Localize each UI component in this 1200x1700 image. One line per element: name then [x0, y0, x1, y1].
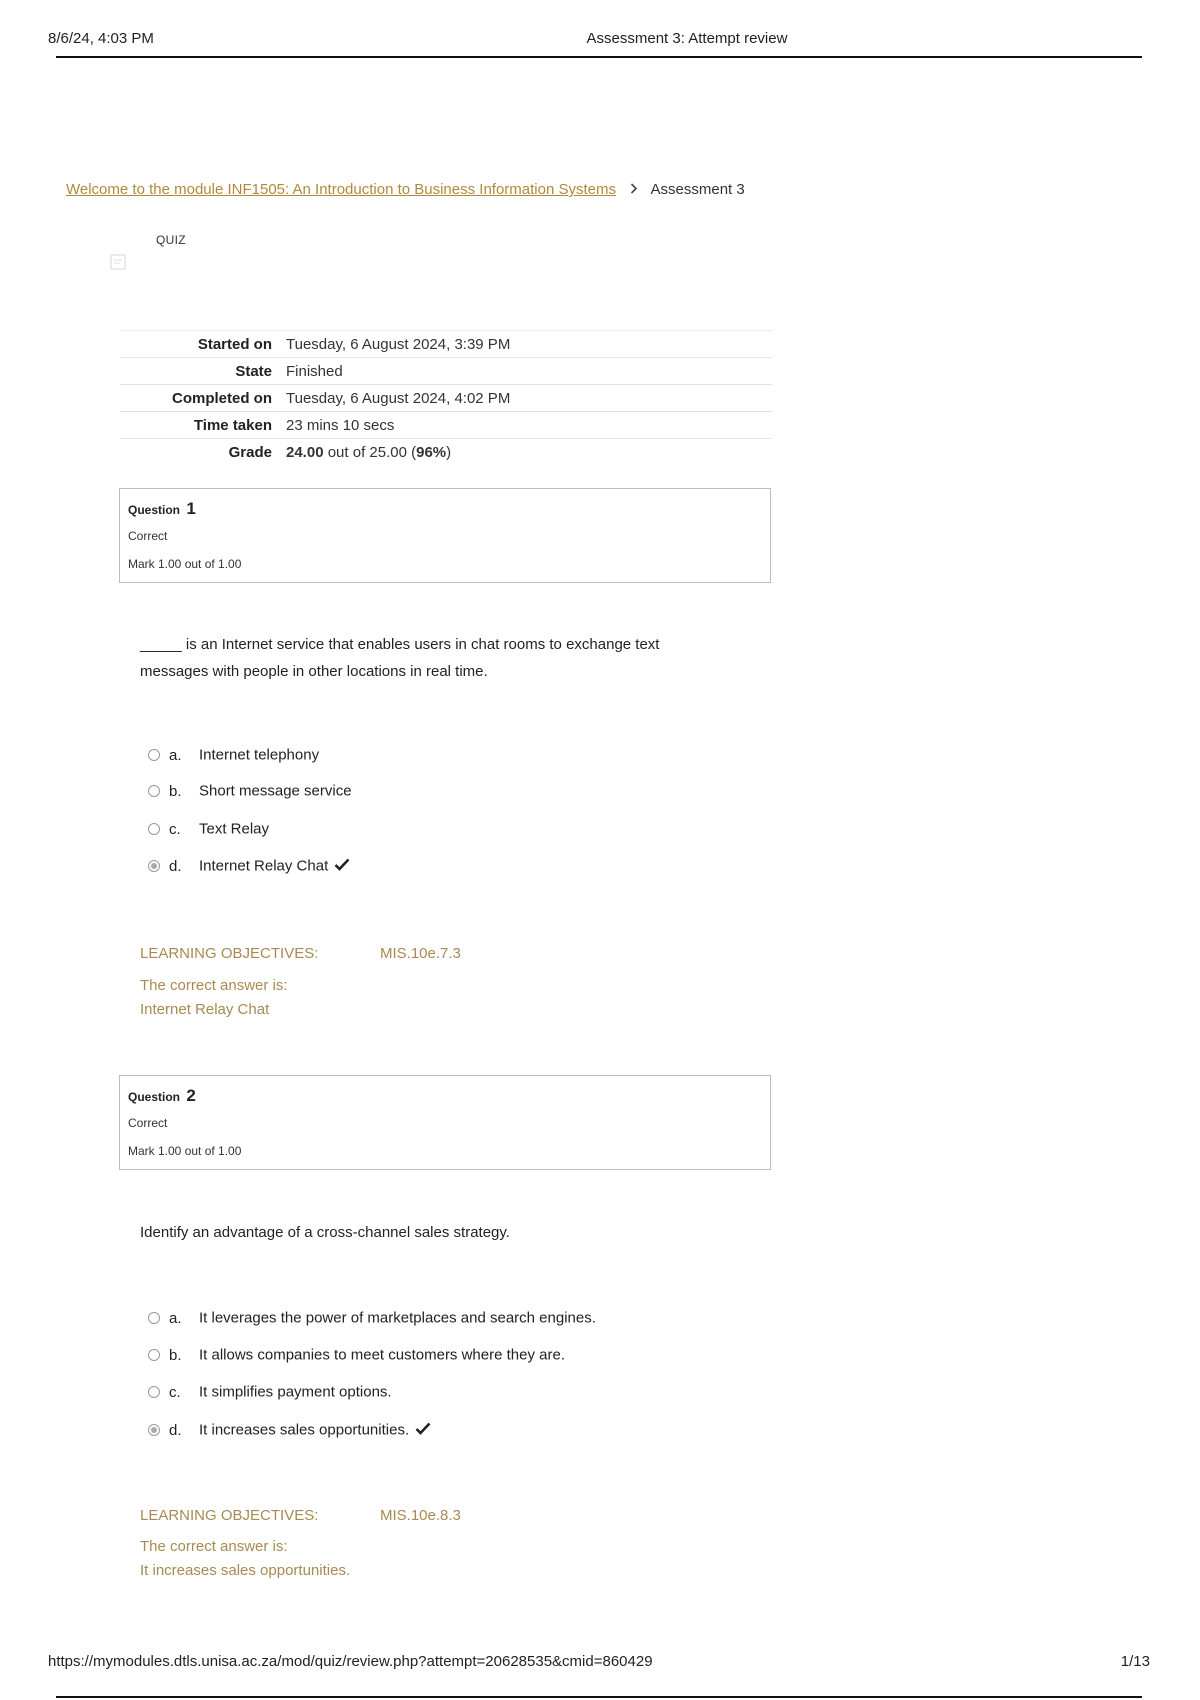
print-page-title: Assessment 3: Attempt review: [586, 30, 788, 47]
summary-row-started: [120, 331, 772, 358]
radio-button[interactable]: [148, 749, 160, 761]
footer-rule: [56, 1696, 1142, 1698]
summary-row-completed: [120, 385, 772, 412]
answer-letter: a.: [169, 1309, 182, 1327]
question-text: [140, 631, 740, 685]
correct-answer-text: Internet Relay Chat: [140, 1001, 270, 1018]
answer-option-b[interactable]: [148, 1346, 565, 1366]
answer-letter: a.: [169, 746, 182, 764]
summary-value: Finished: [286, 362, 343, 380]
answer-option-c[interactable]: [148, 820, 269, 840]
answer-letter: d.: [169, 1421, 182, 1439]
answer-text: Text Relay: [199, 820, 270, 838]
answer-text: Internet Relay Chat: [199, 857, 329, 875]
answer-letter: b.: [169, 782, 182, 800]
answer-option-d[interactable]: [148, 1421, 431, 1441]
radio-button-selected[interactable]: [148, 1424, 160, 1436]
correct-answer-text: It increases sales opportunities.: [140, 1562, 351, 1579]
question-mark: Mark 1.00 out of 1.00: [128, 1144, 242, 1158]
question-prefix: Question: [128, 503, 181, 517]
grade-percent: 96%: [416, 443, 447, 461]
answer-text: Internet telephony: [199, 746, 320, 764]
summary-label: State: [235, 362, 272, 380]
learning-objectives-code: MIS.10e.7.3: [380, 945, 461, 962]
summary-row-grade: [120, 439, 772, 466]
question-number: [128, 1086, 196, 1106]
answer-option-d[interactable]: [148, 857, 350, 877]
question-state: Correct: [128, 529, 168, 543]
learning-objectives-label: LEARNING OBJECTIVES:: [140, 1507, 319, 1524]
grade-close: ): [446, 443, 452, 461]
question-state: Correct: [128, 1116, 168, 1130]
answer-option-a[interactable]: [148, 746, 319, 766]
breadcrumb-module-link[interactable]: Welcome to the module INF1505: An Introduction to Business Information Systems: [66, 181, 616, 198]
grade-score: 24.00: [286, 443, 324, 461]
quiz-icon: [110, 254, 126, 270]
question-number: [128, 499, 196, 519]
question-mark: Mark 1.00 out of 1.00: [128, 557, 242, 571]
summary-label: Completed on: [172, 389, 272, 407]
answer-option-b[interactable]: [148, 782, 352, 802]
question-text: [140, 1219, 740, 1246]
answer-text: It leverages the power of marketplaces and search engines.: [199, 1309, 596, 1327]
summary-label: Grade: [228, 443, 272, 461]
question-text-line: Identify an advantage of a cross-channel sales strategy.: [140, 1224, 510, 1241]
summary-label: Time taken: [193, 416, 272, 434]
summary-row-time-taken: [120, 412, 772, 439]
question-number-value: 1: [186, 499, 196, 518]
correct-answer-label: The correct answer is:: [140, 977, 288, 994]
answer-text: It allows companies to meet customers where they are.: [199, 1346, 565, 1364]
attempt-summary-table: [120, 330, 772, 466]
checkmark-icon: [334, 858, 350, 875]
learning-objectives-label: LEARNING OBJECTIVES:: [140, 945, 319, 962]
question-info-box: [119, 1075, 771, 1170]
question-number-value: 2: [186, 1086, 196, 1105]
breadcrumb-current: Assessment 3: [650, 181, 745, 198]
correct-answer-label: The correct answer is:: [140, 1538, 288, 1555]
header-rule: [56, 56, 1142, 58]
print-footer-url: https://mymodules.dtls.unisa.ac.za/mod/quiz/review.php?attempt=20628535&cmid=860429: [48, 1653, 653, 1670]
question-prefix: Question: [128, 1090, 181, 1104]
learning-objectives-code: MIS.10e.8.3: [380, 1507, 461, 1524]
answer-text: Short message service: [199, 782, 352, 800]
answer-letter: c.: [169, 820, 181, 838]
radio-button[interactable]: [148, 823, 160, 835]
print-page-number: 1/13: [1120, 1653, 1150, 1670]
grade-out-of: out of 25.00 (: [323, 443, 417, 461]
answer-letter: d.: [169, 857, 182, 875]
question-text-line: _____ is an Internet service that enables users in chat rooms to exchange text: [140, 636, 660, 653]
question-text-line: messages with people in other locations in real time.: [140, 663, 488, 680]
answer-text: It simplifies payment options.: [199, 1383, 392, 1401]
summary-value: Tuesday, 6 August 2024, 4:02 PM: [286, 389, 511, 407]
breadcrumb: [66, 181, 745, 198]
answer-text: It increases sales opportunities.: [199, 1421, 410, 1439]
radio-button-selected[interactable]: [148, 860, 160, 872]
summary-value: [286, 439, 772, 466]
summary-row-state: [120, 358, 772, 385]
chevron-right-icon: [630, 181, 638, 198]
summary-value: Tuesday, 6 August 2024, 3:39 PM: [286, 335, 511, 353]
summary-value: 23 mins 10 secs: [286, 416, 395, 434]
answer-letter: b.: [169, 1346, 182, 1364]
question-info-box: [119, 488, 771, 583]
radio-button[interactable]: [148, 1312, 160, 1324]
radio-button[interactable]: [148, 1386, 160, 1398]
activity-type-label: QUIZ: [156, 233, 186, 247]
answer-option-a[interactable]: [148, 1309, 596, 1329]
answer-option-c[interactable]: [148, 1383, 392, 1403]
radio-button[interactable]: [148, 785, 160, 797]
print-timestamp: 8/6/24, 4:03 PM: [48, 30, 154, 47]
checkmark-icon: [415, 1422, 431, 1439]
answer-letter: c.: [169, 1383, 181, 1401]
summary-label: Started on: [197, 335, 272, 353]
radio-button[interactable]: [148, 1349, 160, 1361]
